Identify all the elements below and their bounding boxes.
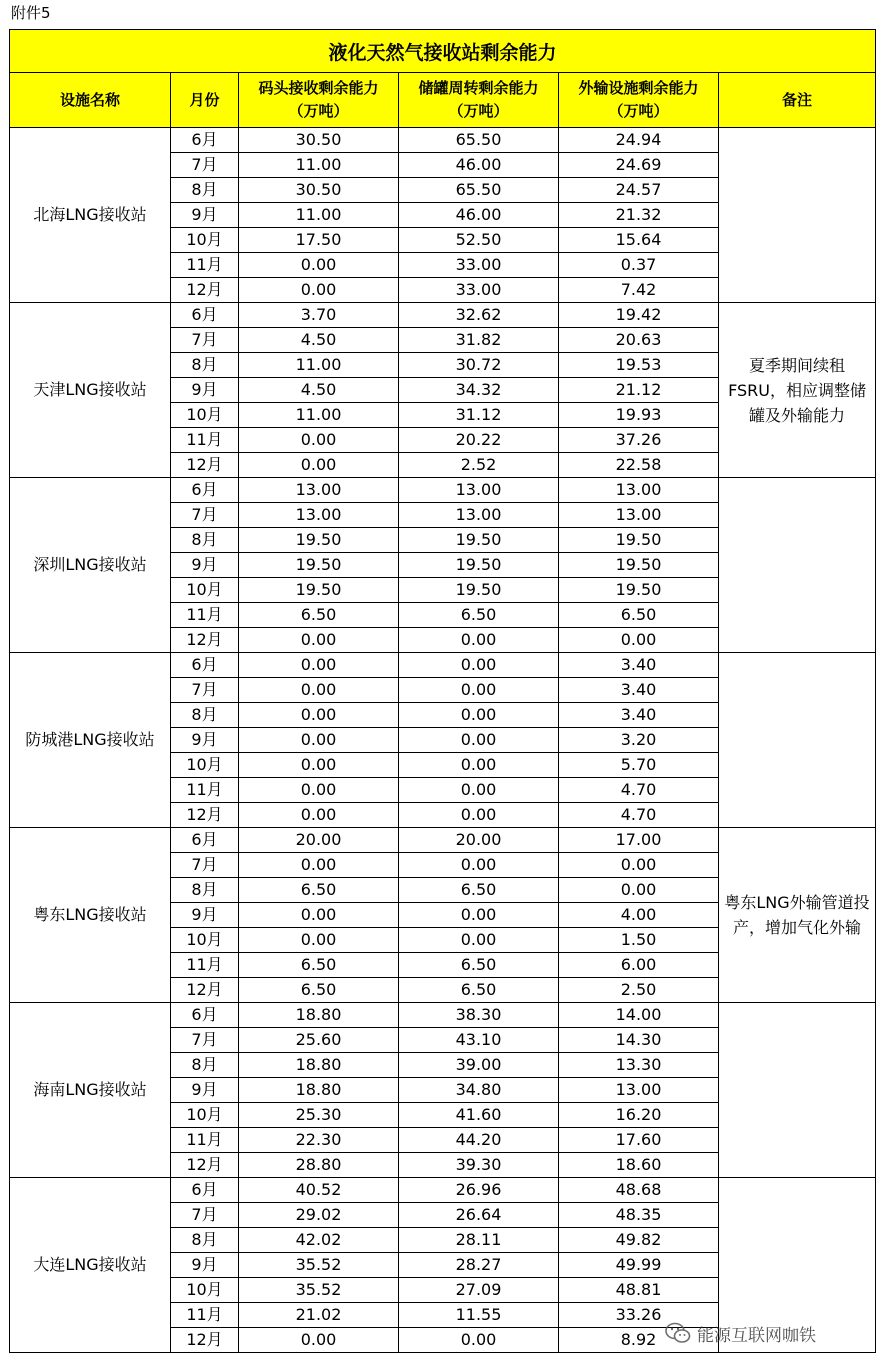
wharf-capacity-cell: 0.00 (239, 753, 399, 778)
table-row (10, 478, 876, 503)
month-cell: 8月 (171, 703, 239, 728)
tank-capacity-cell: 46.00 (399, 203, 559, 228)
tank-capacity-cell: 43.10 (399, 1028, 559, 1053)
export-capacity-cell: 19.50 (559, 553, 719, 578)
wharf-capacity-cell: 6.50 (239, 978, 399, 1003)
export-capacity-cell: 19.93 (559, 403, 719, 428)
tank-capacity-cell: 38.30 (399, 1003, 559, 1028)
month-cell: 6月 (171, 653, 239, 678)
tank-capacity-cell: 34.80 (399, 1078, 559, 1103)
tank-capacity-cell: 27.09 (399, 1278, 559, 1303)
month-cell: 6月 (171, 1178, 239, 1203)
export-capacity-cell: 0.37 (559, 253, 719, 278)
watermark (665, 1318, 816, 1348)
wharf-capacity-cell: 0.00 (239, 628, 399, 653)
table-body (10, 128, 876, 1353)
tank-capacity-cell: 44.20 (399, 1128, 559, 1153)
wharf-capacity-cell: 25.30 (239, 1103, 399, 1128)
tank-capacity-cell: 11.55 (399, 1303, 559, 1328)
export-capacity-cell: 6.00 (559, 953, 719, 978)
tank-capacity-cell: 52.50 (399, 228, 559, 253)
wharf-capacity-cell: 18.80 (239, 1003, 399, 1028)
month-cell: 12月 (171, 978, 239, 1003)
wharf-capacity-cell: 13.00 (239, 503, 399, 528)
wharf-capacity-cell: 18.80 (239, 1078, 399, 1103)
tank-capacity-cell: 0.00 (399, 778, 559, 803)
header-tank-line1: 储罐周转剩余能力 (418, 79, 539, 97)
station-name: 深圳LNG接收站 (10, 478, 171, 653)
note-cell: 粤东LNG外输管道投产，增加气化外输 (719, 828, 876, 1003)
month-cell: 11月 (171, 778, 239, 803)
wharf-capacity-cell: 0.00 (239, 853, 399, 878)
wharf-capacity-cell: 30.50 (239, 178, 399, 203)
export-capacity-cell: 48.68 (559, 1178, 719, 1203)
month-cell: 6月 (171, 128, 239, 153)
export-capacity-cell: 24.57 (559, 178, 719, 203)
export-capacity-cell: 3.20 (559, 728, 719, 753)
export-capacity-cell: 22.58 (559, 453, 719, 478)
wharf-capacity-cell: 19.50 (239, 578, 399, 603)
export-capacity-cell: 21.12 (559, 378, 719, 403)
export-capacity-cell: 2.50 (559, 978, 719, 1003)
header-export-unit: （万吨） (608, 102, 669, 120)
wharf-capacity-cell: 6.50 (239, 953, 399, 978)
tank-capacity-cell: 31.82 (399, 328, 559, 353)
wharf-capacity-cell: 18.80 (239, 1053, 399, 1078)
wharf-capacity-cell: 28.80 (239, 1153, 399, 1178)
watermark-text: 能源互联网咖铁 (697, 1325, 816, 1346)
export-capacity-cell: 33.26 (559, 1303, 719, 1328)
note-cell (719, 1003, 876, 1178)
export-capacity-cell: 0.00 (559, 628, 719, 653)
tank-capacity-cell: 28.11 (399, 1228, 559, 1253)
wharf-capacity-cell: 42.02 (239, 1228, 399, 1253)
export-capacity-cell: 24.69 (559, 153, 719, 178)
tank-capacity-cell: 0.00 (399, 703, 559, 728)
export-capacity-cell: 13.30 (559, 1053, 719, 1078)
wharf-capacity-cell: 19.50 (239, 528, 399, 553)
wharf-capacity-cell: 3.70 (239, 303, 399, 328)
station-name: 粤东LNG接收站 (10, 828, 171, 1003)
export-capacity-cell: 3.40 (559, 678, 719, 703)
wharf-capacity-cell: 6.50 (239, 878, 399, 903)
export-capacity-cell: 17.00 (559, 828, 719, 853)
table-row (10, 653, 876, 678)
tank-capacity-cell: 0.00 (399, 728, 559, 753)
tank-capacity-cell: 46.00 (399, 153, 559, 178)
export-capacity-cell: 14.30 (559, 1028, 719, 1053)
export-capacity-cell: 6.50 (559, 603, 719, 628)
month-cell: 12月 (171, 803, 239, 828)
tank-capacity-cell: 20.22 (399, 428, 559, 453)
wharf-capacity-cell: 0.00 (239, 428, 399, 453)
wharf-capacity-cell: 17.50 (239, 228, 399, 253)
wharf-capacity-cell: 29.02 (239, 1203, 399, 1228)
month-cell: 7月 (171, 853, 239, 878)
tank-capacity-cell: 13.00 (399, 478, 559, 503)
month-cell: 9月 (171, 203, 239, 228)
export-capacity-cell: 19.42 (559, 303, 719, 328)
export-capacity-cell: 48.35 (559, 1203, 719, 1228)
month-cell: 11月 (171, 953, 239, 978)
wharf-capacity-cell: 11.00 (239, 153, 399, 178)
wharf-capacity-cell: 0.00 (239, 928, 399, 953)
month-cell: 11月 (171, 1128, 239, 1153)
tank-capacity-cell: 33.00 (399, 253, 559, 278)
export-capacity-cell: 0.00 (559, 878, 719, 903)
wharf-capacity-cell: 19.50 (239, 553, 399, 578)
export-capacity-cell: 13.00 (559, 503, 719, 528)
wharf-capacity-cell: 25.60 (239, 1028, 399, 1053)
export-capacity-cell: 18.60 (559, 1153, 719, 1178)
month-cell: 11月 (171, 253, 239, 278)
header-export (559, 73, 719, 128)
export-capacity-cell: 48.81 (559, 1278, 719, 1303)
wharf-capacity-cell: 0.00 (239, 653, 399, 678)
table-row (10, 128, 876, 153)
export-capacity-cell: 13.00 (559, 1078, 719, 1103)
wharf-capacity-cell: 22.30 (239, 1128, 399, 1153)
month-cell: 11月 (171, 603, 239, 628)
month-cell: 6月 (171, 828, 239, 853)
tank-capacity-cell: 0.00 (399, 853, 559, 878)
export-capacity-cell: 17.60 (559, 1128, 719, 1153)
month-cell: 8月 (171, 353, 239, 378)
header-station: 设施名称 (10, 73, 171, 128)
header-month: 月份 (171, 73, 239, 128)
tank-capacity-cell: 33.00 (399, 278, 559, 303)
tank-capacity-cell: 13.00 (399, 503, 559, 528)
export-capacity-cell: 24.94 (559, 128, 719, 153)
wharf-capacity-cell: 0.00 (239, 453, 399, 478)
export-capacity-cell: 3.40 (559, 703, 719, 728)
export-capacity-cell: 19.50 (559, 578, 719, 603)
month-cell: 9月 (171, 903, 239, 928)
tank-capacity-cell: 32.62 (399, 303, 559, 328)
tank-capacity-cell: 19.50 (399, 553, 559, 578)
wharf-capacity-cell: 0.00 (239, 1328, 399, 1353)
month-cell: 6月 (171, 1003, 239, 1028)
export-capacity-cell: 3.40 (559, 653, 719, 678)
header-wharf-line1: 码头接收剩余能力 (258, 79, 379, 97)
month-cell: 8月 (171, 1053, 239, 1078)
export-capacity-cell: 19.50 (559, 528, 719, 553)
note-cell (719, 653, 876, 828)
month-cell: 10月 (171, 228, 239, 253)
station-name: 防城港LNG接收站 (10, 653, 171, 828)
header-tank (399, 73, 559, 128)
wharf-capacity-cell: 13.00 (239, 478, 399, 503)
export-capacity-cell: 13.00 (559, 478, 719, 503)
month-cell: 9月 (171, 1078, 239, 1103)
wharf-capacity-cell: 11.00 (239, 203, 399, 228)
wechat-icon (665, 1322, 691, 1344)
export-capacity-cell: 37.26 (559, 428, 719, 453)
month-cell: 9月 (171, 1253, 239, 1278)
wharf-capacity-cell: 0.00 (239, 703, 399, 728)
wharf-capacity-cell: 4.50 (239, 328, 399, 353)
tank-capacity-cell: 6.50 (399, 878, 559, 903)
month-cell: 12月 (171, 1328, 239, 1353)
month-cell: 7月 (171, 1028, 239, 1053)
wharf-capacity-cell: 30.50 (239, 128, 399, 153)
tank-capacity-cell: 2.52 (399, 453, 559, 478)
export-capacity-cell: 4.70 (559, 778, 719, 803)
month-cell: 12月 (171, 278, 239, 303)
wharf-capacity-cell: 0.00 (239, 728, 399, 753)
export-capacity-cell: 8.92 (559, 1328, 719, 1353)
month-cell: 11月 (171, 1303, 239, 1328)
month-cell: 10月 (171, 403, 239, 428)
tank-capacity-cell: 31.12 (399, 403, 559, 428)
month-cell: 8月 (171, 528, 239, 553)
export-capacity-cell: 16.20 (559, 1103, 719, 1128)
table-row (10, 1178, 876, 1203)
export-capacity-cell: 7.42 (559, 278, 719, 303)
tank-capacity-cell: 20.00 (399, 828, 559, 853)
export-capacity-cell: 21.32 (559, 203, 719, 228)
month-cell: 11月 (171, 428, 239, 453)
note-cell: 夏季期间续租FSRU，相应调整储罐及外输能力 (719, 303, 876, 478)
tank-capacity-cell: 26.64 (399, 1203, 559, 1228)
wharf-capacity-cell: 0.00 (239, 903, 399, 928)
tank-capacity-cell: 41.60 (399, 1103, 559, 1128)
wharf-capacity-cell: 35.52 (239, 1278, 399, 1303)
month-cell: 7月 (171, 153, 239, 178)
header-export-line1: 外输设施剩余能力 (578, 79, 699, 97)
month-cell: 6月 (171, 303, 239, 328)
tank-capacity-cell: 34.32 (399, 378, 559, 403)
wharf-capacity-cell: 21.02 (239, 1303, 399, 1328)
table-row (10, 1003, 876, 1028)
wharf-capacity-cell: 0.00 (239, 778, 399, 803)
table-title: 液化天然气接收站剩余能力 (10, 30, 876, 73)
tank-capacity-cell: 6.50 (399, 953, 559, 978)
header-tank-unit: （万吨） (448, 102, 509, 120)
wharf-capacity-cell: 0.00 (239, 803, 399, 828)
tank-capacity-cell: 65.50 (399, 128, 559, 153)
export-capacity-cell: 49.99 (559, 1253, 719, 1278)
month-cell: 7月 (171, 503, 239, 528)
month-cell: 7月 (171, 1203, 239, 1228)
tank-capacity-cell: 65.50 (399, 178, 559, 203)
month-cell: 10月 (171, 1278, 239, 1303)
month-cell: 9月 (171, 728, 239, 753)
header-wharf-unit: （万吨） (288, 102, 349, 120)
tank-capacity-cell: 0.00 (399, 1328, 559, 1353)
month-cell: 12月 (171, 1153, 239, 1178)
station-name: 北海LNG接收站 (10, 128, 171, 303)
station-name: 海南LNG接收站 (10, 1003, 171, 1178)
month-cell: 6月 (171, 478, 239, 503)
export-capacity-cell: 15.64 (559, 228, 719, 253)
table-row (10, 303, 876, 328)
note-cell (719, 128, 876, 303)
month-cell: 10月 (171, 578, 239, 603)
tank-capacity-cell: 6.50 (399, 978, 559, 1003)
month-cell: 9月 (171, 378, 239, 403)
month-cell: 10月 (171, 928, 239, 953)
station-name: 大连LNG接收站 (10, 1178, 171, 1353)
tank-capacity-cell: 0.00 (399, 803, 559, 828)
header-wharf (239, 73, 399, 128)
tank-capacity-cell: 19.50 (399, 528, 559, 553)
header-note: 备注 (719, 73, 876, 128)
wharf-capacity-cell: 4.50 (239, 378, 399, 403)
export-capacity-cell: 20.63 (559, 328, 719, 353)
month-cell: 8月 (171, 178, 239, 203)
wharf-capacity-cell: 11.00 (239, 403, 399, 428)
wharf-capacity-cell: 0.00 (239, 678, 399, 703)
tank-capacity-cell: 6.50 (399, 603, 559, 628)
tank-capacity-cell: 26.96 (399, 1178, 559, 1203)
export-capacity-cell: 4.00 (559, 903, 719, 928)
month-cell: 7月 (171, 678, 239, 703)
tank-capacity-cell: 0.00 (399, 753, 559, 778)
tank-capacity-cell: 0.00 (399, 903, 559, 928)
wharf-capacity-cell: 0.00 (239, 278, 399, 303)
month-cell: 7月 (171, 328, 239, 353)
export-capacity-cell: 0.00 (559, 853, 719, 878)
lng-capacity-table (9, 29, 876, 1353)
export-capacity-cell: 19.53 (559, 353, 719, 378)
tank-capacity-cell: 39.00 (399, 1053, 559, 1078)
month-cell: 12月 (171, 628, 239, 653)
month-cell: 10月 (171, 753, 239, 778)
tank-capacity-cell: 19.50 (399, 578, 559, 603)
station-name: 天津LNG接收站 (10, 303, 171, 478)
attachment-caption: 附件5 (11, 4, 51, 22)
wharf-capacity-cell: 40.52 (239, 1178, 399, 1203)
month-cell: 9月 (171, 553, 239, 578)
tank-capacity-cell: 0.00 (399, 928, 559, 953)
export-capacity-cell: 14.00 (559, 1003, 719, 1028)
export-capacity-cell: 1.50 (559, 928, 719, 953)
tank-capacity-cell: 30.72 (399, 353, 559, 378)
tank-capacity-cell: 39.30 (399, 1153, 559, 1178)
tank-capacity-cell: 0.00 (399, 653, 559, 678)
table-row (10, 828, 876, 853)
month-cell: 8月 (171, 1228, 239, 1253)
month-cell: 12月 (171, 453, 239, 478)
note-cell (719, 478, 876, 653)
wharf-capacity-cell: 20.00 (239, 828, 399, 853)
month-cell: 10月 (171, 1103, 239, 1128)
wharf-capacity-cell: 6.50 (239, 603, 399, 628)
tank-capacity-cell: 28.27 (399, 1253, 559, 1278)
wharf-capacity-cell: 11.00 (239, 353, 399, 378)
month-cell: 8月 (171, 878, 239, 903)
wharf-capacity-cell: 35.52 (239, 1253, 399, 1278)
export-capacity-cell: 5.70 (559, 753, 719, 778)
export-capacity-cell: 4.70 (559, 803, 719, 828)
wharf-capacity-cell: 0.00 (239, 253, 399, 278)
tank-capacity-cell: 0.00 (399, 678, 559, 703)
export-capacity-cell: 49.82 (559, 1228, 719, 1253)
tank-capacity-cell: 0.00 (399, 628, 559, 653)
